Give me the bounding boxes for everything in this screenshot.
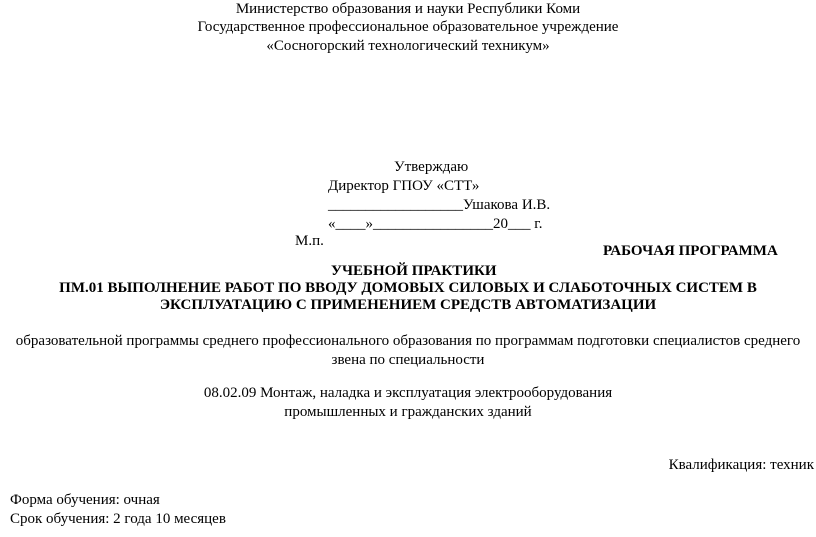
program-label: РАБОЧАЯ ПРОГРАММА <box>603 243 778 259</box>
study-duration: Срок обучения: 2 года 10 месяцев <box>10 511 226 527</box>
specialty-line1: 08.02.09 Монтаж, наладка и эксплуатация электрооборудования <box>203 385 613 401</box>
date-line: «____»________________20___ г. <box>328 216 543 232</box>
description-line2: звена по специальности <box>331 352 485 368</box>
stamp-label: М.п. <box>295 233 324 249</box>
description-line1: образовательной программы среднего профессионального образования по программам подготовки специалистов среднего <box>15 333 801 349</box>
specialty-line2: промышленных и гражданских зданий <box>284 404 532 420</box>
module-title-line2: ЭКСПЛУАТАЦИЮ С ПРИМЕНЕНИЕМ СРЕДСТВ АВТОМАТИЗАЦИИ <box>159 297 657 313</box>
signature-line: __________________Ушакова И.В. <box>328 197 551 213</box>
study-form: Форма обучения: очная <box>10 492 160 508</box>
qualification-line: Квалификация: техник <box>668 457 814 473</box>
college-name: «Сосногорский технологический техникум» <box>266 38 550 54</box>
ministry-line: Министерство образования и науки Республики Коми <box>235 1 581 17</box>
module-title-line1: ПМ.01 ВЫПОЛНЕНИЕ РАБОТ ПО ВВОДУ ДОМОВЫХ СИЛОВЫХ И СЛАБОТОЧНЫХ СИСТЕМ В <box>59 280 757 296</box>
approve-label: Утверждаю <box>394 159 469 175</box>
institution-line: Государственное профессиональное образовательное учреждение <box>197 19 619 35</box>
director-line: Директор ГПОУ «СТТ» <box>328 178 480 194</box>
program-subtitle: УЧЕБНОЙ ПРАКТИКИ <box>331 263 497 279</box>
